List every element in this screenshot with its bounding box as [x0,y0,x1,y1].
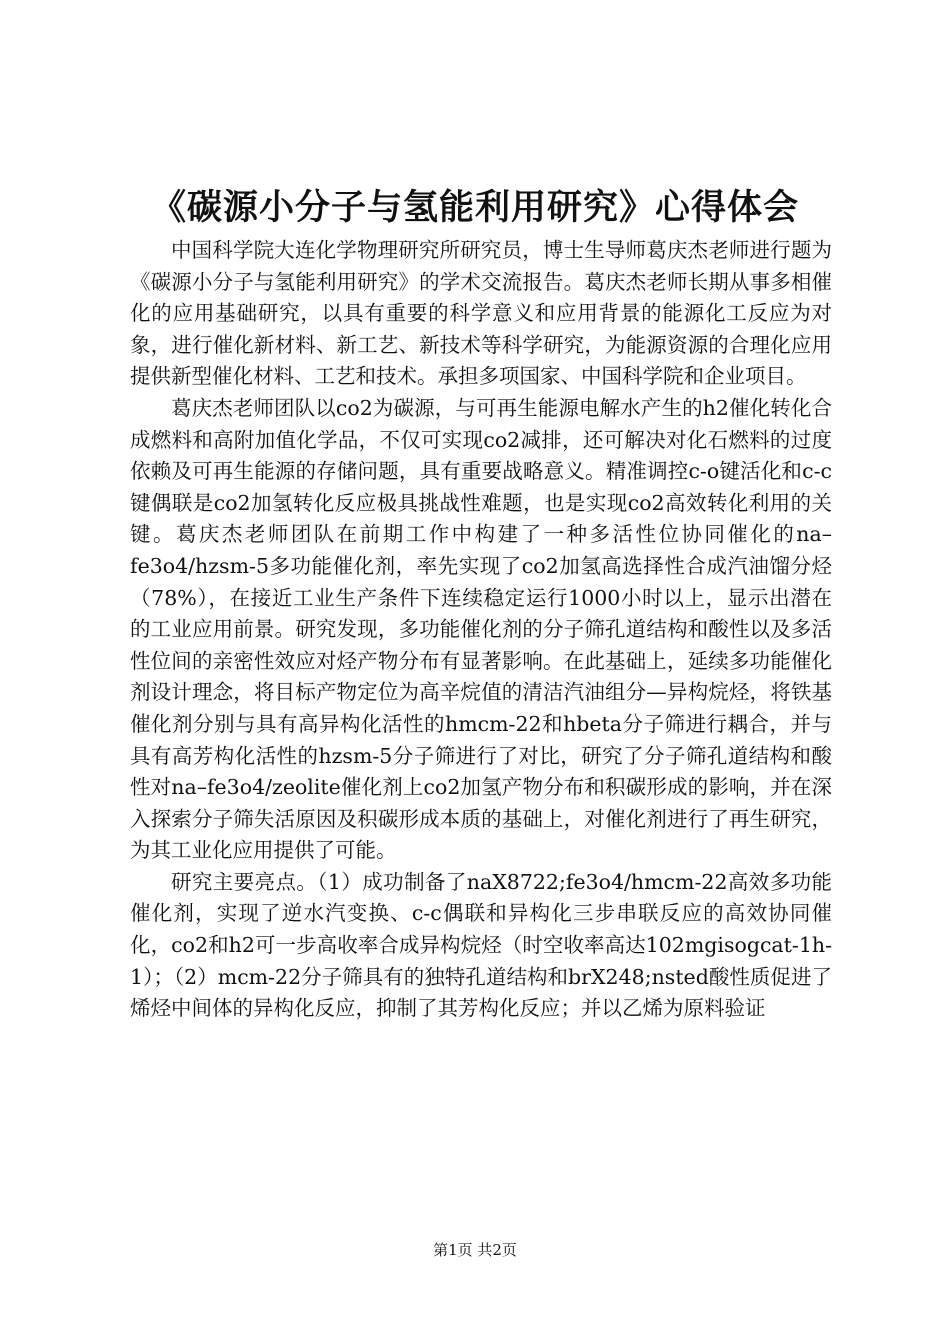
paragraph-research: 葛庆杰老师团队以co2为碳源，与可再生能源电解水产生的h2催化转化合成燃料和高附加值化学品，不仅可实现co2减排，还可解决对化石燃料的过度依赖及可再生能源的存储问题，具有重要战略意义。精准调控c-o键活化和c-c键偶联是co2加氢转化反应极具挑战性难题，也是实现co2高效转化利用的关键。葛庆杰老师团队在前期工作中构建了一种多活性位协同催化的na–fe3o4/hzsm-5多功能催化剂，率先实现了co2加氢高选择性合成汽油馏分烃（78%），在接近工业生产条件下连续稳定运行1000小时以上，显示出潜在的工业应用前景。研究发现，多功能催化剂的分子筛孔道结构和酸性以及多活性位间的亲密性效应对烃产物分布有显著影响。在此基础上，延续多功能催化剂设计理念，将目标产物定位为高辛烷值的清洁汽油组分—异构烷烃，将铁基催化剂分别与具有高异构化活性的hmcm-22和hbeta分子筛进行耦合，并与具有高芳构化活性的hzsm-5分子筛进行了对比，研究了分子筛孔道结构和酸性对na–fe3o4/zeolite催化剂上co2加氢产物分布和积碳形成的影响，并在深入探索分子筛失活原因及积碳形成本质的基础上，对催化剂进行了再生研究，为其工业化应用提供了可能。 [130,395,832,863]
paragraph-highlights: 研究主要亮点。（1）成功制备了naX8722;fe3o4/hmcm-22高效多功能催化剂，实现了逆水汽变换、c-c偶联和异构化三步串联反应的高效协同催化，co2和h2可一步高收率合成异构烷烃（时空收率高达102mgisogcat-1h-1）；（2）mcm-22分子筛具有的独特孔道结构和brX248;nsted酸性质促进了烯烃中间体的异构化反应，抑制了其芳构化反应；并以乙烯为原料验证 [130,869,832,1021]
document-title: 《碳源小分子与氢能利用研究》心得体会 [150,187,799,228]
paragraph-intro: 中国科学院大连化学物理研究所研究员，博士生导师葛庆杰老师进行题为《碳源小分子与氢能利用研究》的学术交流报告。葛庆杰老师长期从事多相催化的应用基础研究，以具有重要的科学意义和应用背景的能源化工反应为对象，进行催化新材料、新工艺、新技术等科学研究，为能源资源的合理化应用提供新型催化材料、工艺和技术。承担多项国家、中国科学院和企业项目。 [130,238,832,389]
document-body [130,235,832,1025]
page-footer: 第1页 共2页 [433,1241,517,1259]
